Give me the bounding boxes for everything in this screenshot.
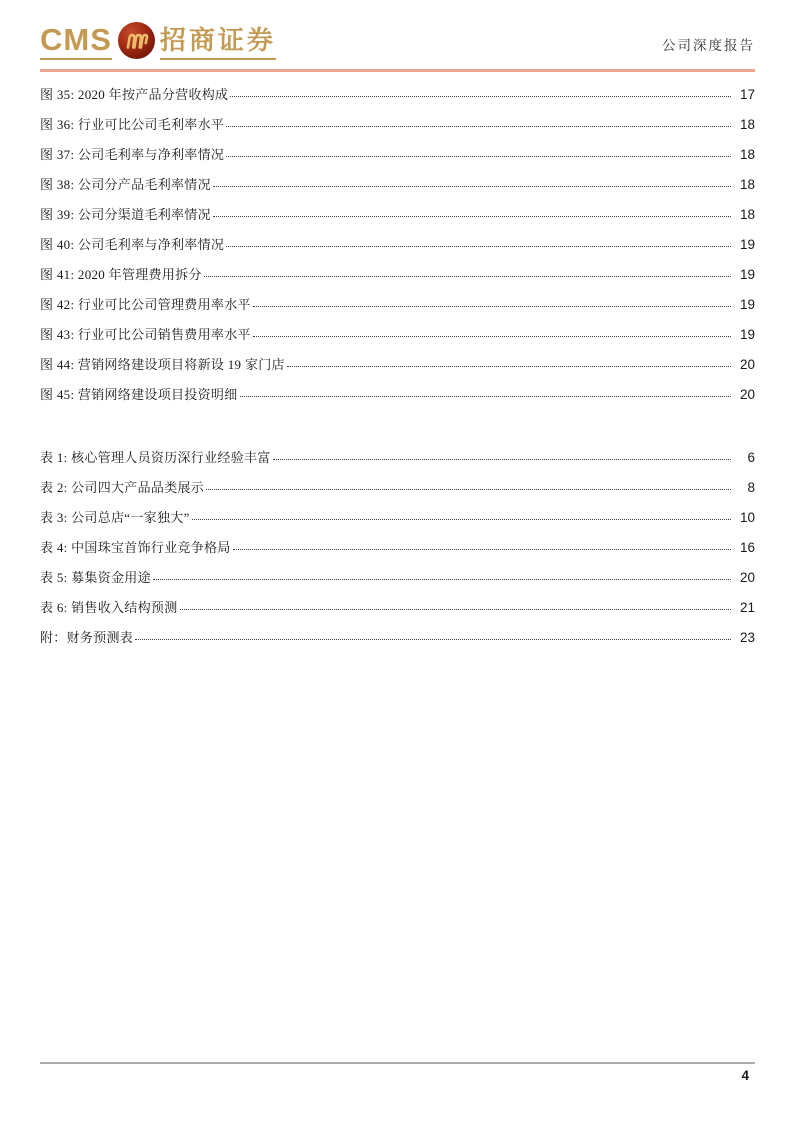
- toc-entry-table-2[interactable]: [40, 477, 755, 507]
- toc-leader-dots: [204, 276, 731, 277]
- toc-entry-label: 图 43: 行业可比公司销售费用率水平: [40, 327, 251, 342]
- toc-entry-page: 23: [739, 630, 755, 645]
- toc-entry-label: 图 44: 营销网络建设项目将新设 19 家门店: [40, 357, 285, 372]
- toc-entry-label: 图 42: 行业可比公司管理费用率水平: [40, 297, 251, 312]
- toc-entry-page: 6: [747, 450, 755, 465]
- toc-entry-figure-44[interactable]: [40, 354, 755, 384]
- toc-leader-dots: [226, 126, 731, 127]
- toc-entry-label: 表 2: 公司四大产品品类展示: [40, 480, 205, 495]
- toc-entry-label: 图 40: 公司毛利率与净利率情况: [40, 237, 225, 252]
- page-footer: [40, 1062, 755, 1085]
- toc-leader-dots: [135, 639, 731, 640]
- toc-entry-label: 表 5: 募集资金用途: [40, 570, 151, 585]
- toc-entry-page: 17: [739, 87, 755, 102]
- page-number: 4: [741, 1068, 749, 1083]
- toc-leader-dots: [273, 459, 731, 460]
- toc-entry-table-1[interactable]: [40, 447, 755, 477]
- toc-entry-figure-37[interactable]: [40, 144, 755, 174]
- toc-entry-figure-42[interactable]: [40, 294, 755, 324]
- cms-logo: [40, 22, 276, 60]
- toc-entry-page: 18: [739, 147, 755, 162]
- cms-logo-brand: 招商证券: [160, 28, 276, 60]
- toc-entry-figure-38[interactable]: [40, 174, 755, 204]
- toc-leader-dots: [230, 96, 731, 97]
- toc-leader-dots: [287, 366, 731, 367]
- toc-leader-dots: [233, 549, 731, 550]
- toc-entry-page: 20: [739, 570, 755, 585]
- toc-leader-dots: [206, 489, 731, 490]
- toc-leader-dots: [213, 186, 731, 187]
- toc-leader-dots: [253, 336, 731, 337]
- toc-leader-dots: [240, 396, 731, 397]
- toc-entry-label: 附：财务预测表: [40, 630, 134, 645]
- toc-figures-section: [40, 84, 755, 414]
- toc-entry-page: 19: [739, 297, 755, 312]
- toc-entry-figure-39[interactable]: [40, 204, 755, 234]
- toc-entry-label: 表 6: 销售收入结构预测: [40, 600, 178, 615]
- toc-entry-figure-41[interactable]: [40, 264, 755, 294]
- toc-entry-figure-43[interactable]: [40, 324, 755, 354]
- toc-entry-label: 图 37: 公司毛利率与净利率情况: [40, 147, 225, 162]
- toc-entry-table-6[interactable]: [40, 597, 755, 627]
- header-divider: [40, 69, 755, 72]
- toc-tables-section: [40, 447, 755, 657]
- toc-entry-page: 20: [739, 387, 755, 402]
- toc-entry-page: 18: [739, 117, 755, 132]
- toc-entry-label: 图 36: 行业可比公司毛利率水平: [40, 117, 225, 132]
- toc-leader-dots: [192, 519, 731, 520]
- page-header: [40, 22, 755, 60]
- toc-leader-dots: [226, 156, 731, 157]
- toc-entry-page: 18: [739, 207, 755, 222]
- table-of-contents: [40, 84, 755, 657]
- toc-entry-figure-40[interactable]: [40, 234, 755, 264]
- toc-entry-page: 21: [739, 600, 755, 615]
- toc-entry-figure-36[interactable]: [40, 114, 755, 144]
- toc-entry-appendix[interactable]: [40, 627, 755, 657]
- toc-entry-page: 19: [739, 267, 755, 282]
- toc-entry-figure-35[interactable]: [40, 84, 755, 114]
- toc-entry-table-5[interactable]: [40, 567, 755, 597]
- toc-entry-page: 10: [739, 510, 755, 525]
- toc-entry-page: 19: [739, 327, 755, 342]
- toc-entry-page: 8: [747, 480, 755, 495]
- toc-leader-dots: [153, 579, 731, 580]
- toc-entry-label: 图 38: 公司分产品毛利率情况: [40, 177, 211, 192]
- toc-entry-page: 18: [739, 177, 755, 192]
- toc-entry-table-4[interactable]: [40, 537, 755, 567]
- toc-entry-label: 表 4: 中国珠宝首饰行业竞争格局: [40, 540, 231, 555]
- toc-entry-label: 图 39: 公司分渠道毛利率情况: [40, 207, 211, 222]
- toc-leader-dots: [180, 609, 731, 610]
- report-type-label: 公司深度报告: [662, 38, 755, 53]
- toc-entry-page: 20: [739, 357, 755, 372]
- toc-leader-dots: [213, 216, 731, 217]
- toc-entry-label: 图 41: 2020 年管理费用拆分: [40, 267, 202, 282]
- toc-entry-label: 表 1: 核心管理人员资历深行业经验丰富: [40, 450, 271, 465]
- toc-entry-page: 19: [739, 237, 755, 252]
- toc-entry-figure-45[interactable]: [40, 384, 755, 414]
- toc-entry-page: 16: [739, 540, 755, 555]
- cms-logo-icon: [118, 22, 155, 59]
- toc-leader-dots: [253, 306, 731, 307]
- toc-entry-label: 图 45: 营销网络建设项目投资明细: [40, 387, 238, 402]
- toc-entry-table-3[interactable]: [40, 507, 755, 537]
- toc-entry-label: 图 35: 2020 年按产品分营收构成: [40, 87, 229, 102]
- toc-entry-label: 表 3: 公司总店“一家独大”: [40, 510, 190, 525]
- cms-logo-text: CMS: [40, 24, 112, 60]
- toc-leader-dots: [226, 246, 731, 247]
